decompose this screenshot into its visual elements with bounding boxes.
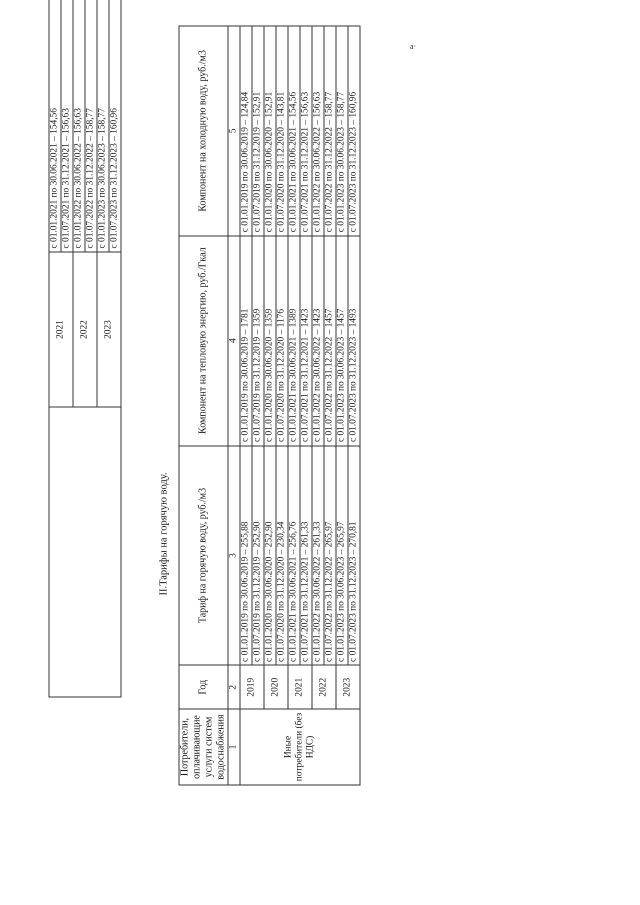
consumer-label: Иные потребители (без НДС) [240,709,360,785]
table-row [312,26,324,785]
tariff-line: с 01.07.2020 по 31.12.2020 – 230,34 [276,445,288,665]
cold-line: с 01.07.2023 по 31.12.2023 – 160,96 [348,26,360,236]
heat-line: с 01.01.2022 по 30.06.2022 – 1423 [312,235,324,445]
cold-line: с 01.01.2020 по 30.06.2020 – 152,91 [264,26,276,236]
cold-line: с 01.07.2019 по 31.12.2019 – 152,91 [252,26,264,236]
table-row [336,26,348,785]
tariff-line: с 01.01.2019 по 30.06.2019 – 255,88 [240,445,252,665]
year-cell: 2021 [288,665,312,709]
tariff-line: с 01.01.2023 по 30.06.2023 – 265,97 [336,445,348,665]
tariff-line: с 01.01.2020 по 30.06.2020 – 252,90 [264,445,276,665]
heat-line: с 01.07.2019 по 31.12.2019 – 1359 [252,235,264,445]
cold-line: с 01.07.2022 по 31.12.2022 – 158,77 [324,26,336,236]
top-tariff-table-continuation [48,0,121,697]
table-row [288,26,300,785]
column-number-row [228,26,240,785]
column-number: 1 [228,709,240,785]
tariff-line: с 01.07.2022 по 31.12.2022 – 265,97 [324,445,336,665]
tariff-line: с 01.01.2023 по 30.06.2023 – 158,77 [97,0,109,252]
cold-line: с 01.07.2021 по 31.12.2021 – 156,63 [300,26,312,236]
table-row [264,26,276,785]
column-number: 4 [228,235,240,445]
heat-line: с 01.01.2020 по 30.06.2020 – 1359 [264,235,276,445]
tariff-line: с 01.07.2023 по 31.12.2023 – 160,96 [109,0,121,252]
year-cell: 2023 [97,252,121,407]
header-row [179,26,228,785]
cold-line: с 01.01.2022 по 30.06.2022 – 156,63 [312,26,324,236]
heat-line: с 01.01.2019 по 30.06.2019 – 1781 [240,235,252,445]
year-cell: 2020 [264,665,288,709]
tariff-line: с 01.07.2021 по 31.12.2021 – 261,33 [300,445,312,665]
cold-line: с 01.01.2019 по 30.06.2019 – 124,84 [240,26,252,236]
tariff-line: с 01.01.2022 по 30.06.2022 – 156,63 [73,0,85,252]
heat-line: с 01.01.2023 по 30.06.2023 – 1457 [336,235,348,445]
heat-line: с 01.07.2023 по 31.12.2023 – 1493 [348,235,360,445]
empty-cell [49,407,121,697]
year-cell: 2023 [336,665,360,709]
corner-mark: a· [410,42,417,51]
heat-line: с 01.01.2021 по 30.06.2021 – 1389 [288,235,300,445]
heat-line: с 01.07.2020 по 31.12.2020 – 1176 [276,235,288,445]
consumers-header: Потребители, оплачивающие услуги систем водоснабжения [179,709,228,785]
hot-water-tariff-table [178,25,360,785]
tariff-line: с 01.01.2021 по 30.06.2021 – 154,56 [49,0,61,252]
section-heading: II.Тарифы на горячую воду. [158,471,169,595]
column-number: 5 [228,26,240,236]
tariff-line: с 01.07.2022 по 31.12.2022 – 158,77 [85,0,97,252]
column-number: 2 [228,665,240,709]
year-cell: 2022 [312,665,336,709]
cold-water-component-header: Компонент на холодную воду, руб./м3 [179,26,228,236]
column-number: 3 [228,445,240,665]
cold-line: с 01.01.2023 по 30.06.2023 – 158,77 [336,26,348,236]
year-cell: 2021 [49,252,73,407]
tariff-header: Тариф на горячую воду, руб./м3 [179,445,228,665]
heat-component-header: Компонент на тепловую энергию, руб./Гкал [179,235,228,445]
year-header: Год [179,665,228,709]
cold-line: с 01.07.2020 по 31.12.2020 – 143,81 [276,26,288,236]
year-cell: 2019 [240,665,264,709]
table-row [49,0,61,697]
table-row [240,26,252,785]
heat-line: с 01.07.2022 по 31.12.2022 – 1457 [324,235,336,445]
year-cell: 2022 [73,252,97,407]
tariff-line: с 01.07.2023 по 31.12.2023 – 270,81 [348,445,360,665]
tariff-line: с 01.01.2022 по 30.06.2022 – 261,33 [312,445,324,665]
cold-line: с 01.01.2021 по 30.06.2021 – 154,56 [288,26,300,236]
tariff-line: с 01.01.2021 по 30.06.2021 – 256,76 [288,445,300,665]
heat-line: с 01.07.2021 по 31.12.2021 – 1423 [300,235,312,445]
tariff-line: с 01.07.2021 по 31.12.2021 – 156,63 [61,0,73,252]
tariff-line: с 01.07.2019 по 31.12.2019 – 252,90 [252,445,264,665]
